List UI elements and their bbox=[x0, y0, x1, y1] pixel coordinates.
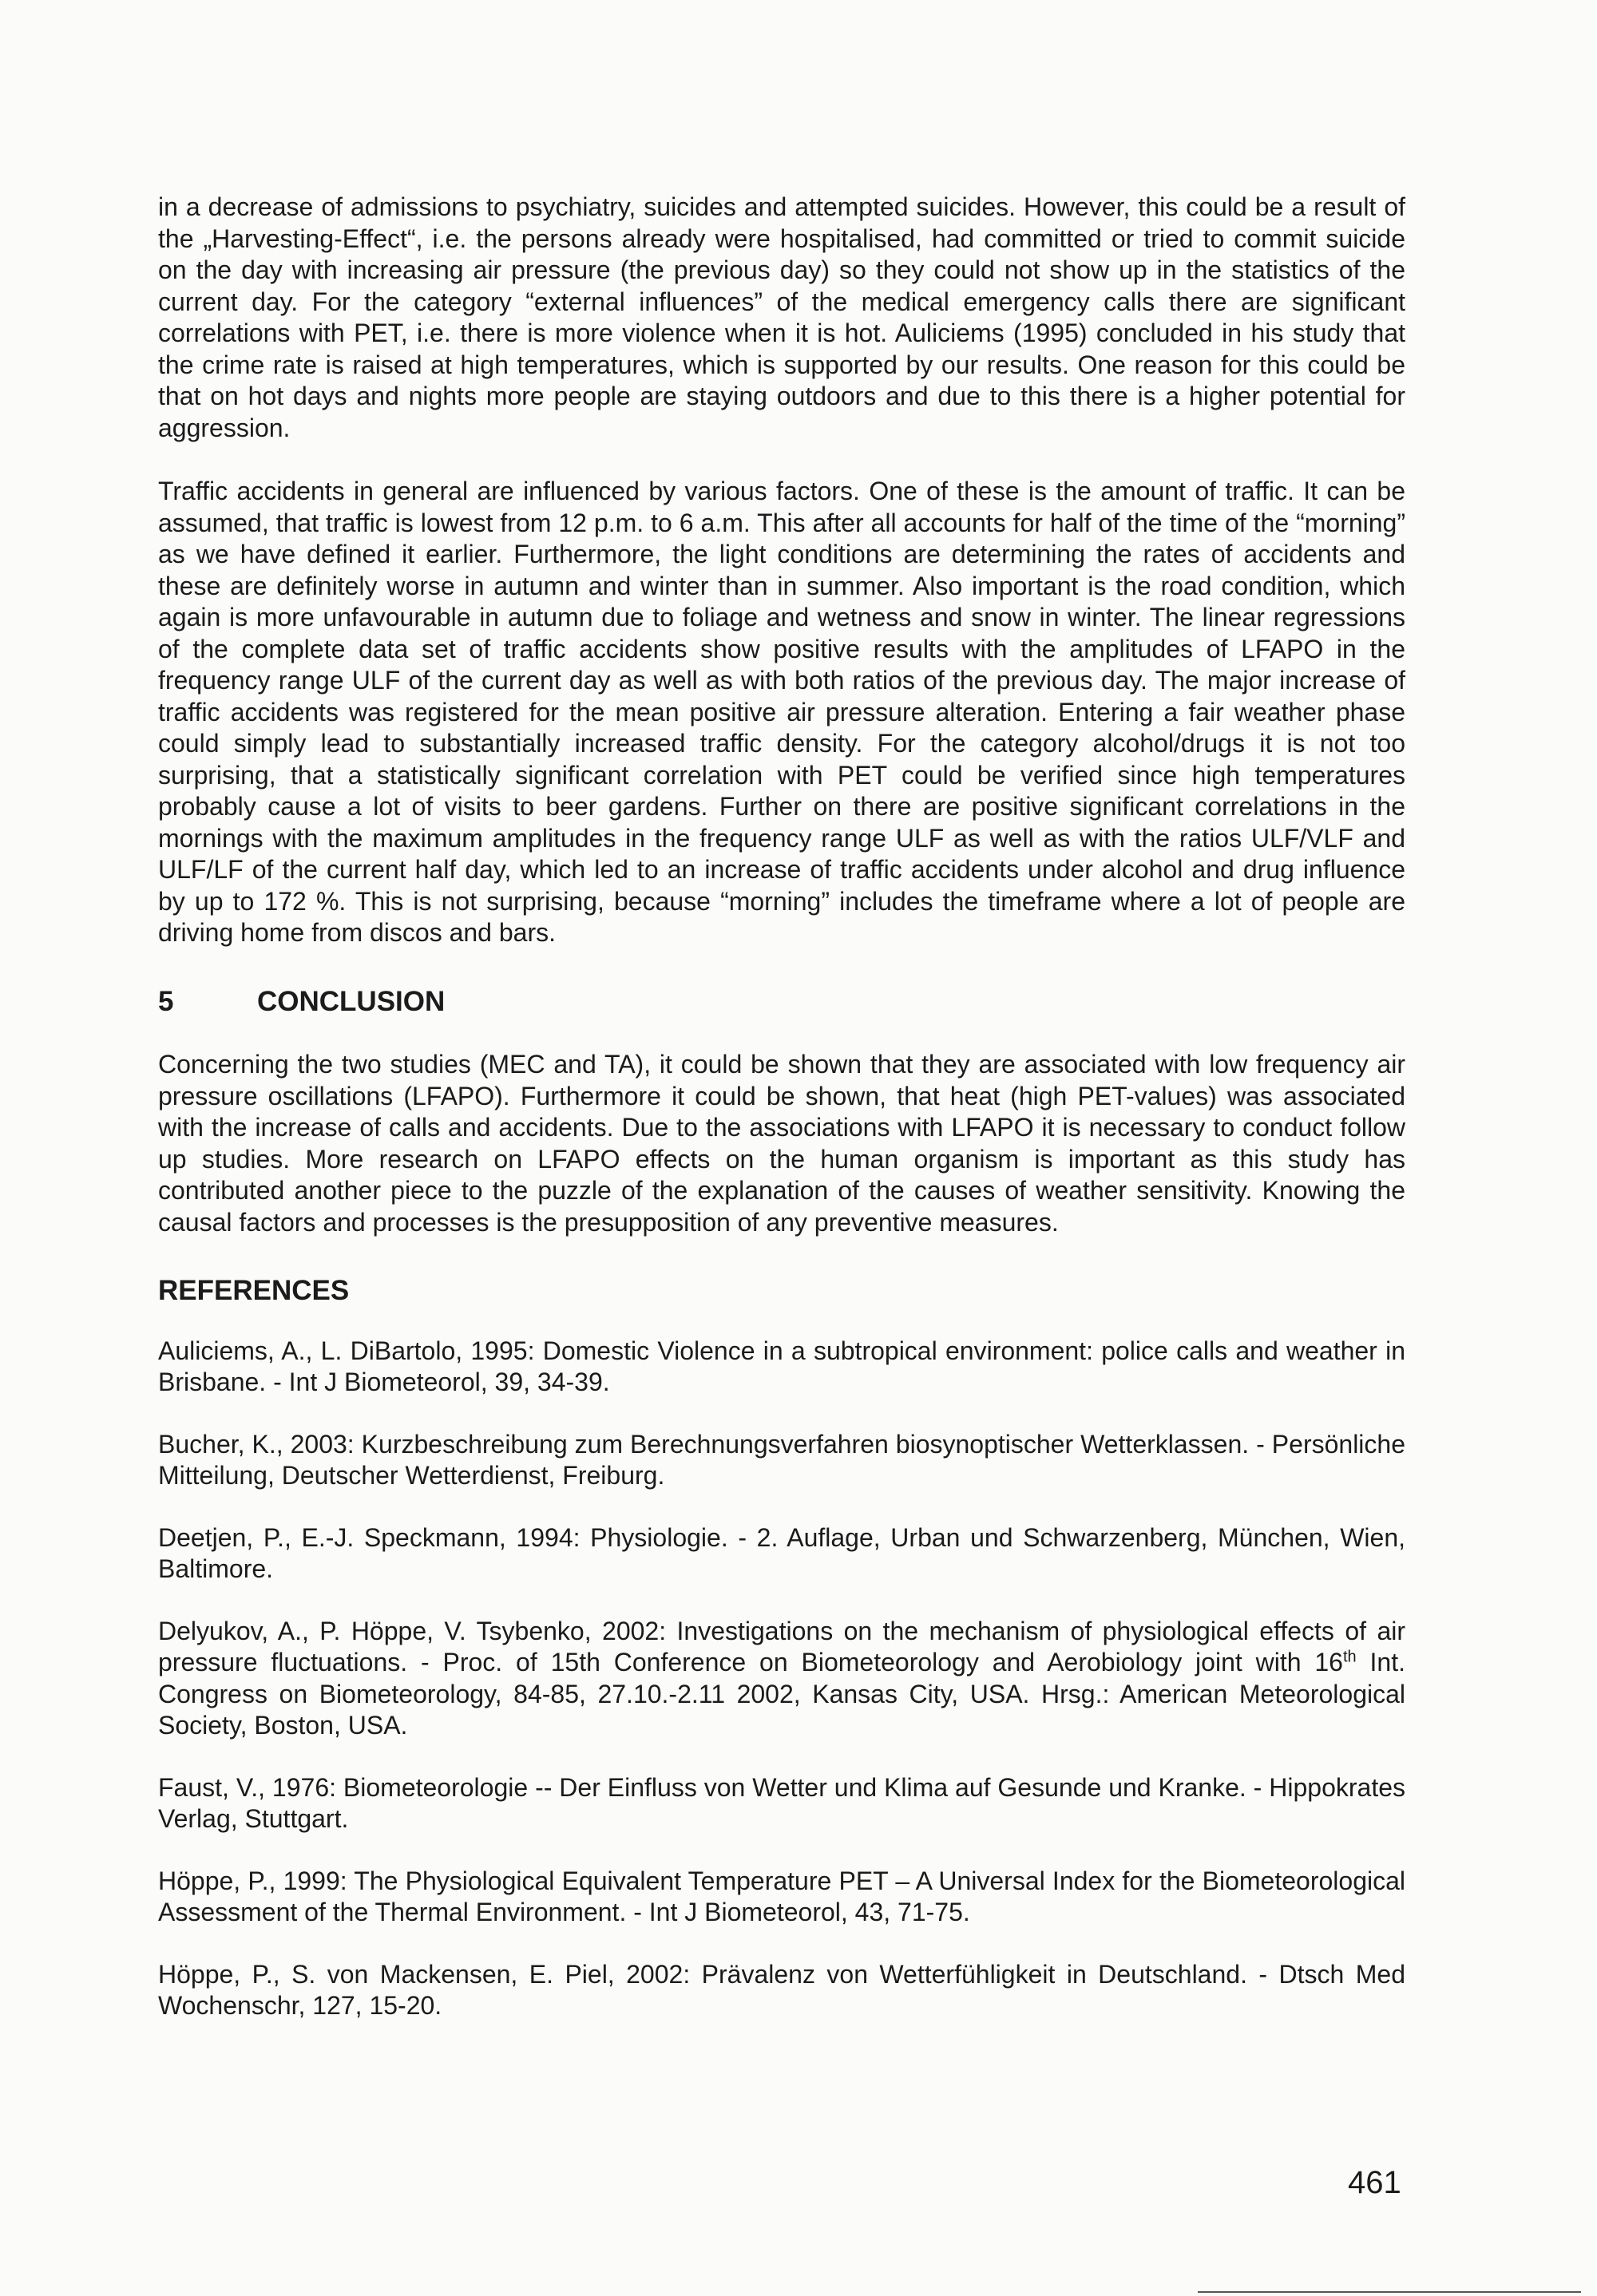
body-paragraph: in a decrease of admissions to psychiatry, suicides and attempted suicides. However, this could be a result of the „Harvesting-Effect“, i.e. the persons already were hospitalised, had committed or tried to commit suicide on the day with increasing air pressure (the previous day) so they could not show up in the statistics of the current day. For the category “external influences” of the medical emergency calls there are significant correlations with PET, i.e. there is more violence when it is hot. Auliciems (1995) concluded in his study that the crime rate is raised at high temperatures, which is supported by our results. One reason for this could be that on hot days and nights more people are staying outdoors and due to this there is a higher potential for aggression. bbox=[158, 192, 1405, 442]
reference-superscript: th bbox=[1342, 1648, 1357, 1666]
reference-item: Deetjen, P., E.-J. Speckmann, 1994: Physiologie. - 2. Auflage, Urban und Schwarzenberg, München, Wien, Baltimore. bbox=[158, 1522, 1405, 1583]
body-paragraph: Traffic accidents in general are influenced by various factors. One of these is the amount of traffic. It can be assumed, that traffic is lowest from 12 p.m. to 6 a.m. This after all accounts for half of the time of the “morning” as we have defined it earlier. Furthermore, the light conditions are determining the rates of accidents and these are definitely worse in autumn and winter than in summer. Also important is the road condition, which again is more unfavourable in autumn due to foliage and wetness and snow in winter. The linear regressions of the complete data set of traffic accidents show positive results with the amplitudes of LFAPO in the frequency range ULF of the current day as well as with both ratios of the previous day. The major increase of traffic accidents was registered for the mean positive air pressure alteration. Entering a fair weather phase could simply lead to substantially increased traffic density. For the category alcohol/drugs it is not too surprising, that a statistically significant correlation with PET could be verified since high temperatures probably cause a lot of visits to beer gardens. Further on there are positive significant correlations in the mornings with the maximum amplitudes in the frequency range ULF as well as with the ratios ULF/VLF and ULF/LF of the current half day, which led to an increase of traffic accidents under alcohol and drug influence by up to 172 %. This is not surprising, because “morning” includes the timeframe where a lot of people are driving home from discos and bars. bbox=[158, 477, 1405, 947]
main-content bbox=[158, 192, 1405, 2053]
section-heading-conclusion bbox=[158, 986, 1405, 1018]
reference-item: Faust, V., 1976: Biometeorologie -- Der Einfluss von Wetter und Klima auf Gesunde und Kranke. - Hippokrates Verlag, Stuttgart. bbox=[158, 1772, 1405, 1833]
section-title: CONCLUSION bbox=[257, 985, 446, 1017]
page-number: 461 bbox=[1348, 2165, 1401, 2200]
conclusion-paragraph: Concerning the two studies (MEC and TA), it could be shown that they are associated with low frequency air pressure oscillations (LFAPO). Furthermore it could be shown, that heat (high PET-values) was associated with the increase of calls and accidents. Due to the associations with LFAPO it is necessary to conduct follow up studies. More research on LFAPO effects on the human organism is important as this study has contributed another piece to the puzzle of the explanation of the causes of weather sensitivity. Knowing the causal factors and processes is the presupposition of any preventive measures. bbox=[158, 1050, 1405, 1237]
reference-text: Delyukov, A., P. Höppe, V. Tsybenko, 2002: Investigations on the mechanism of physiological effects of air pressure fluctuations. - Proc. of 15th Conference on Biometeorology and Aerobiology joint with 16 bbox=[158, 1616, 1405, 1676]
reference-item: Bucher, K., 2003: Kurzbeschreibung zum Berechnungsverfahren biosynoptischer Wetterklassen. - Persönliche Mitteilung, Deutscher Wetterdienst, Freiburg. bbox=[158, 1429, 1405, 1490]
reference-text: Int. Congress on Biometeorology, 84-85, 27.10.-2.11 2002, Kansas City, USA. Hrsg.: American Meteorological Society, Boston, USA. bbox=[158, 1648, 1406, 1740]
section-number: 5 bbox=[158, 985, 174, 1017]
references-heading: REFERENCES bbox=[158, 1275, 350, 1306]
reference-item: Höppe, P., S. von Mackensen, E. Piel, 2002: Prävalenz von Wetterfühligkeit in Deutschland. - Dtsch Med Wochenschr, 127, 15-20. bbox=[158, 1959, 1405, 2020]
reference-item: Auliciems, A., L. DiBartolo, 1995: Domestic Violence in a subtropical environment: police calls and weather in Brisbane. - Int J Biometeorol, 39, 34-39. bbox=[158, 1336, 1405, 1396]
reference-item: Höppe, P., 1999: The Physiological Equivalent Temperature PET – A Universal Index for the Biometeorological Assessment of the Thermal Environment. - Int J Biometeorol, 43, 71-75. bbox=[158, 1866, 1405, 1926]
scan-edge-line bbox=[1198, 2291, 1581, 2293]
reference-item bbox=[158, 1616, 1405, 1742]
